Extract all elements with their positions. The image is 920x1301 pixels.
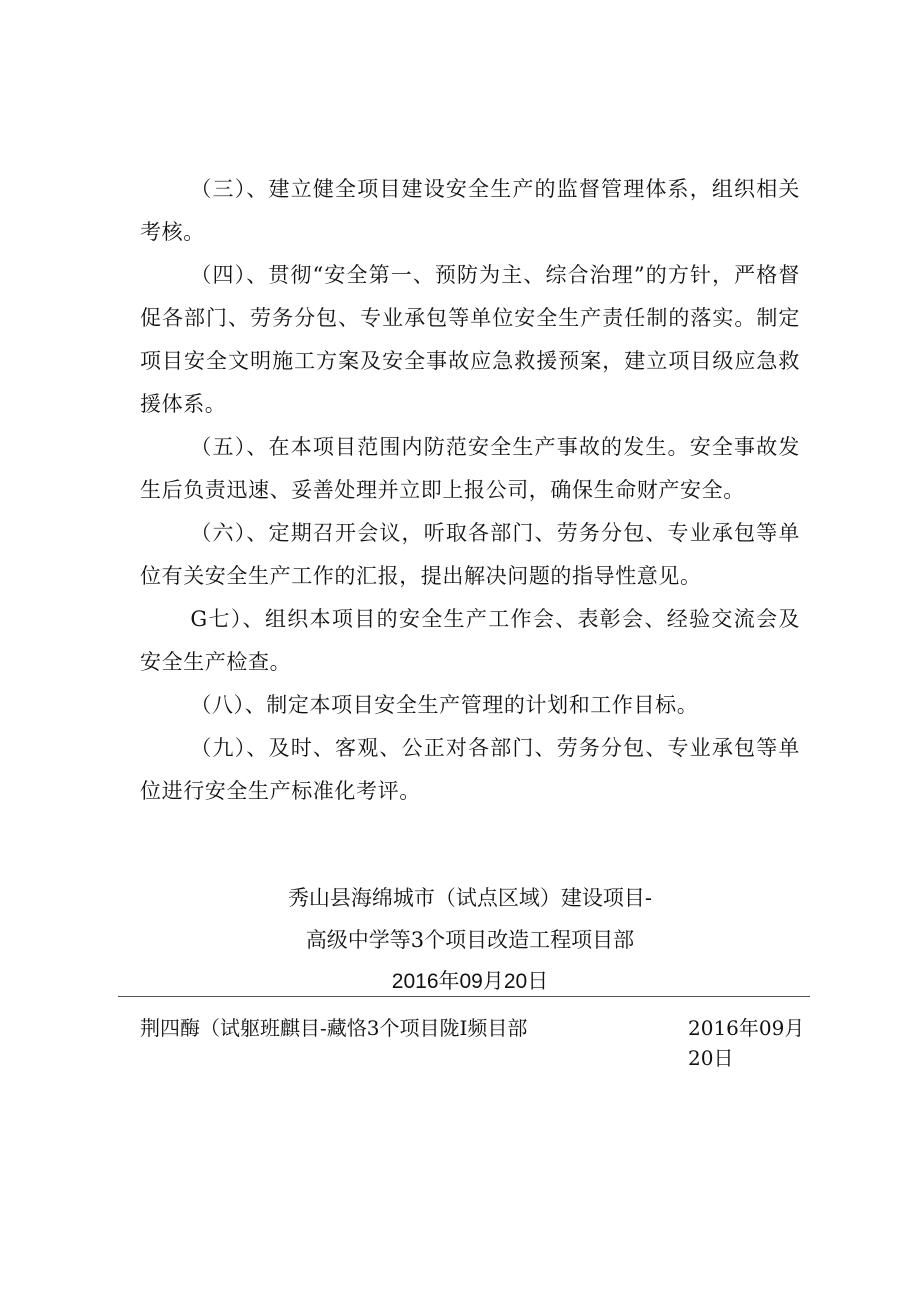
signature-organization-line-2: 高级中学等3个项目改造工程项目部 — [305, 928, 635, 952]
paragraph-8: （八）、制定本项目安全生产管理的计划和工作目标。 — [190, 693, 699, 717]
paragraph-3: （三）、建立健全项目建设安全生产的监督管理体系，组织相关考核。 — [140, 177, 800, 244]
paragraph-6: （六）、定期召开会议，听取各部门、劳务分包、专业承包等单位有关安全生产工作的汇报，提出解决问题的指导性意见。 — [140, 521, 800, 588]
paragraph-7: G七）、组织本项目的安全生产工作会、表彰会、经验交流会及安全生产检查。 — [140, 607, 800, 674]
paragraph-4: （四）、贯彻“安全第一、预防为主、综合治理”的方针，严格督促各部门、劳务分包、专业承包等单位安全生产责任制的落实。制定项目安全文明施工方案及安全事故应急救援预案，建立项目级应急救援体系。 — [140, 263, 800, 416]
footer-organization: 荆四酶（试躯班麒目-藏恪3个项目陇I频目部 — [140, 1016, 528, 1040]
paragraph-5: （五）、在本项目范围内防范安全生产事故的发生。安全事故发生后负责迅速、妥善处理并立即上报公司，确保生命财产安全。 — [140, 435, 800, 502]
paragraph-9: （九）、及时、客观、公正对各部门、劳务分包、专业承包等单位进行安全生产标准化考评。 — [140, 736, 800, 803]
signature-date: 2016年09月20日 — [391, 970, 549, 993]
divider-line — [118, 996, 810, 997]
footer-date: 2016年09月20日 — [688, 1016, 805, 1070]
body-text — [140, 168, 800, 813]
signature-organization-line-1: 秀山县海绵城市（试点区域）建设项目- — [287, 886, 653, 910]
